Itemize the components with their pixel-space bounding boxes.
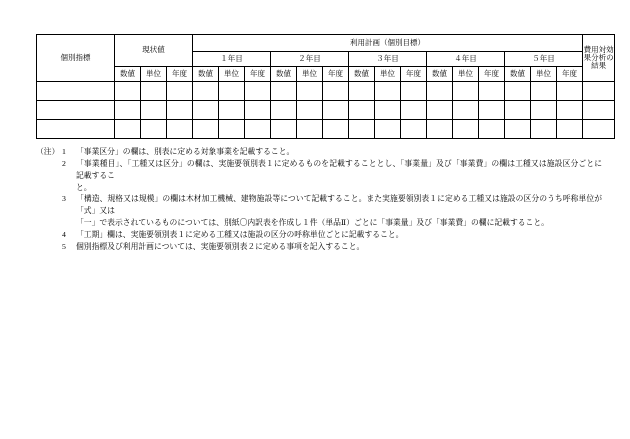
cell-current-unit[interactable] xyxy=(141,120,167,139)
cell-y3-number[interactable] xyxy=(349,120,375,139)
note-text: 「事業種目」、「工種又は区分」の欄は、実施要領別表１に定めるものを記載することとし、「事業量」及び「事業費」の欄は工種又は施設区分ごとに記載するこ xyxy=(76,158,602,180)
header-y4-fiscal-year: 年度 xyxy=(479,67,505,82)
note-item xyxy=(36,146,602,158)
cell-cost-benefit[interactable] xyxy=(583,101,615,120)
cell-y1-unit[interactable] xyxy=(219,120,245,139)
cell-y2-fiscal-year[interactable] xyxy=(323,101,349,120)
cell-cost-benefit[interactable] xyxy=(583,82,615,101)
note-text-continued: と。 xyxy=(76,182,92,192)
cell-y3-fiscal-year[interactable] xyxy=(401,120,427,139)
table-header-row-3 xyxy=(37,67,615,82)
note-text: 「事業区分」の欄は、別表に定める対象事業を記載すること。 xyxy=(76,147,295,156)
header-y2-number: 数値 xyxy=(271,67,297,82)
header-current-value: 現状値 xyxy=(115,35,193,67)
utilization-plan-table xyxy=(36,34,615,139)
table-row[interactable] xyxy=(37,82,615,101)
cell-y1-number[interactable] xyxy=(193,82,219,101)
note-item xyxy=(36,193,602,217)
cell-y5-fiscal-year[interactable] xyxy=(557,120,583,139)
header-current-fiscal-year: 年度 xyxy=(167,67,193,82)
cell-y4-fiscal-year[interactable] xyxy=(479,101,505,120)
cell-y3-unit[interactable] xyxy=(375,82,401,101)
header-cost-benefit-result: 費用対効果分析の結果 xyxy=(583,35,615,82)
cell-y5-number[interactable] xyxy=(505,120,531,139)
header-year-3: ３年目 xyxy=(349,52,427,67)
cell-y5-number[interactable] xyxy=(505,101,531,120)
note-number: 2 xyxy=(62,158,66,168)
cell-current-number[interactable] xyxy=(115,82,141,101)
header-y3-unit: 単位 xyxy=(375,67,401,82)
cell-y2-number[interactable] xyxy=(271,120,297,139)
cell-current-fiscal-year[interactable] xyxy=(167,101,193,120)
note-number: 4 xyxy=(62,229,66,239)
note-number: 3 xyxy=(62,194,66,204)
note-number: 1 xyxy=(62,147,66,156)
cell-y1-unit[interactable] xyxy=(219,82,245,101)
cell-y2-unit[interactable] xyxy=(297,82,323,101)
note-item xyxy=(36,229,602,241)
cell-indicator[interactable] xyxy=(37,82,115,101)
cell-current-unit[interactable] xyxy=(141,101,167,120)
note-text: 「構造、規格又は規模」の欄は木材加工機械、建物施設等について記載すること。また実施要領別表１に定める工種又は施設の区分のうち呼称単位が「式」又は xyxy=(76,194,602,216)
cell-cost-benefit[interactable] xyxy=(583,120,615,139)
cell-y5-fiscal-year[interactable] xyxy=(557,101,583,120)
note-text: 個別指標及び利用計画については、実施要領別表２に定める事項を記入すること。 xyxy=(76,241,365,251)
cell-y3-number[interactable] xyxy=(349,82,375,101)
header-y1-number: 数値 xyxy=(193,67,219,82)
header-year-2: ２年目 xyxy=(271,52,349,67)
cell-y4-fiscal-year[interactable] xyxy=(479,82,505,101)
cell-y3-unit[interactable] xyxy=(375,120,401,139)
cell-y4-number[interactable] xyxy=(427,120,453,139)
cell-y4-unit[interactable] xyxy=(453,82,479,101)
cell-y2-number[interactable] xyxy=(271,101,297,120)
table-header-row-1 xyxy=(37,35,615,52)
note-number: 5 xyxy=(62,241,66,251)
header-y2-fiscal-year: 年度 xyxy=(323,67,349,82)
cell-y1-unit[interactable] xyxy=(219,101,245,120)
notes-label: （注） xyxy=(36,147,60,156)
cell-indicator[interactable] xyxy=(37,101,115,120)
header-y3-number: 数値 xyxy=(349,67,375,82)
cell-current-number[interactable] xyxy=(115,101,141,120)
table-row[interactable] xyxy=(37,120,615,139)
note-item xyxy=(36,241,602,253)
header-current-unit: 単位 xyxy=(141,67,167,82)
header-y1-fiscal-year: 年度 xyxy=(245,67,271,82)
cell-y4-unit[interactable] xyxy=(453,120,479,139)
cell-y3-fiscal-year[interactable] xyxy=(401,82,427,101)
cell-current-unit[interactable] xyxy=(141,82,167,101)
cell-y4-unit[interactable] xyxy=(453,101,479,120)
cell-current-fiscal-year[interactable] xyxy=(167,82,193,101)
cell-y1-fiscal-year[interactable] xyxy=(245,101,271,120)
header-y4-number: 数値 xyxy=(427,67,453,82)
cell-y1-fiscal-year[interactable] xyxy=(245,120,271,139)
note-text: 「工期」欄は、実施要領別表１に定める工種又は施設の区分の呼称単位ごとに記載すること。 xyxy=(76,229,404,239)
cell-y3-number[interactable] xyxy=(349,101,375,120)
cell-y2-unit[interactable] xyxy=(297,101,323,120)
cell-y4-number[interactable] xyxy=(427,82,453,101)
header-y4-unit: 単位 xyxy=(453,67,479,82)
header-y2-unit: 単位 xyxy=(297,67,323,82)
note-text-continued: 「一」で表示されているものについては、別紙〇内訳表を作成し１件（単品Ⅱ）ごとに「事業量」及び「事業費」の欄に記載すること。 xyxy=(76,218,549,228)
cell-y2-fiscal-year[interactable] xyxy=(323,82,349,101)
cell-y2-unit[interactable] xyxy=(297,120,323,139)
header-utilization-plan: 利用計画（個別目標） xyxy=(193,35,583,52)
cell-y4-number[interactable] xyxy=(427,101,453,120)
header-indicator: 個別指標 xyxy=(37,35,115,82)
header-y5-fiscal-year: 年度 xyxy=(557,67,583,82)
cell-y5-unit[interactable] xyxy=(531,120,557,139)
cell-y5-number[interactable] xyxy=(505,82,531,101)
cell-y5-fiscal-year[interactable] xyxy=(557,82,583,101)
cell-y5-unit[interactable] xyxy=(531,101,557,120)
cell-y2-fiscal-year[interactable] xyxy=(323,120,349,139)
cell-y5-unit[interactable] xyxy=(531,82,557,101)
cell-y2-number[interactable] xyxy=(271,82,297,101)
header-current-number: 数値 xyxy=(115,67,141,82)
cell-y1-number[interactable] xyxy=(193,120,219,139)
header-y1-unit: 単位 xyxy=(219,67,245,82)
table-row[interactable] xyxy=(37,101,615,120)
header-y5-number: 数値 xyxy=(505,67,531,82)
cell-y3-unit[interactable] xyxy=(375,101,401,120)
cell-y3-fiscal-year[interactable] xyxy=(401,101,427,120)
header-year-1: １年目 xyxy=(193,52,271,67)
cell-y1-fiscal-year[interactable] xyxy=(245,82,271,101)
header-year-4: ４年目 xyxy=(427,52,505,67)
cell-y1-number[interactable] xyxy=(193,101,219,120)
header-y5-unit: 単位 xyxy=(531,67,557,82)
header-y3-fiscal-year: 年度 xyxy=(401,67,427,82)
cell-current-fiscal-year[interactable] xyxy=(167,120,193,139)
cell-indicator[interactable] xyxy=(37,120,115,139)
cell-y4-fiscal-year[interactable] xyxy=(479,120,505,139)
cell-current-number[interactable] xyxy=(115,120,141,139)
notes-section xyxy=(36,146,602,253)
header-year-5: ５年目 xyxy=(505,52,583,67)
note-item xyxy=(36,158,602,182)
